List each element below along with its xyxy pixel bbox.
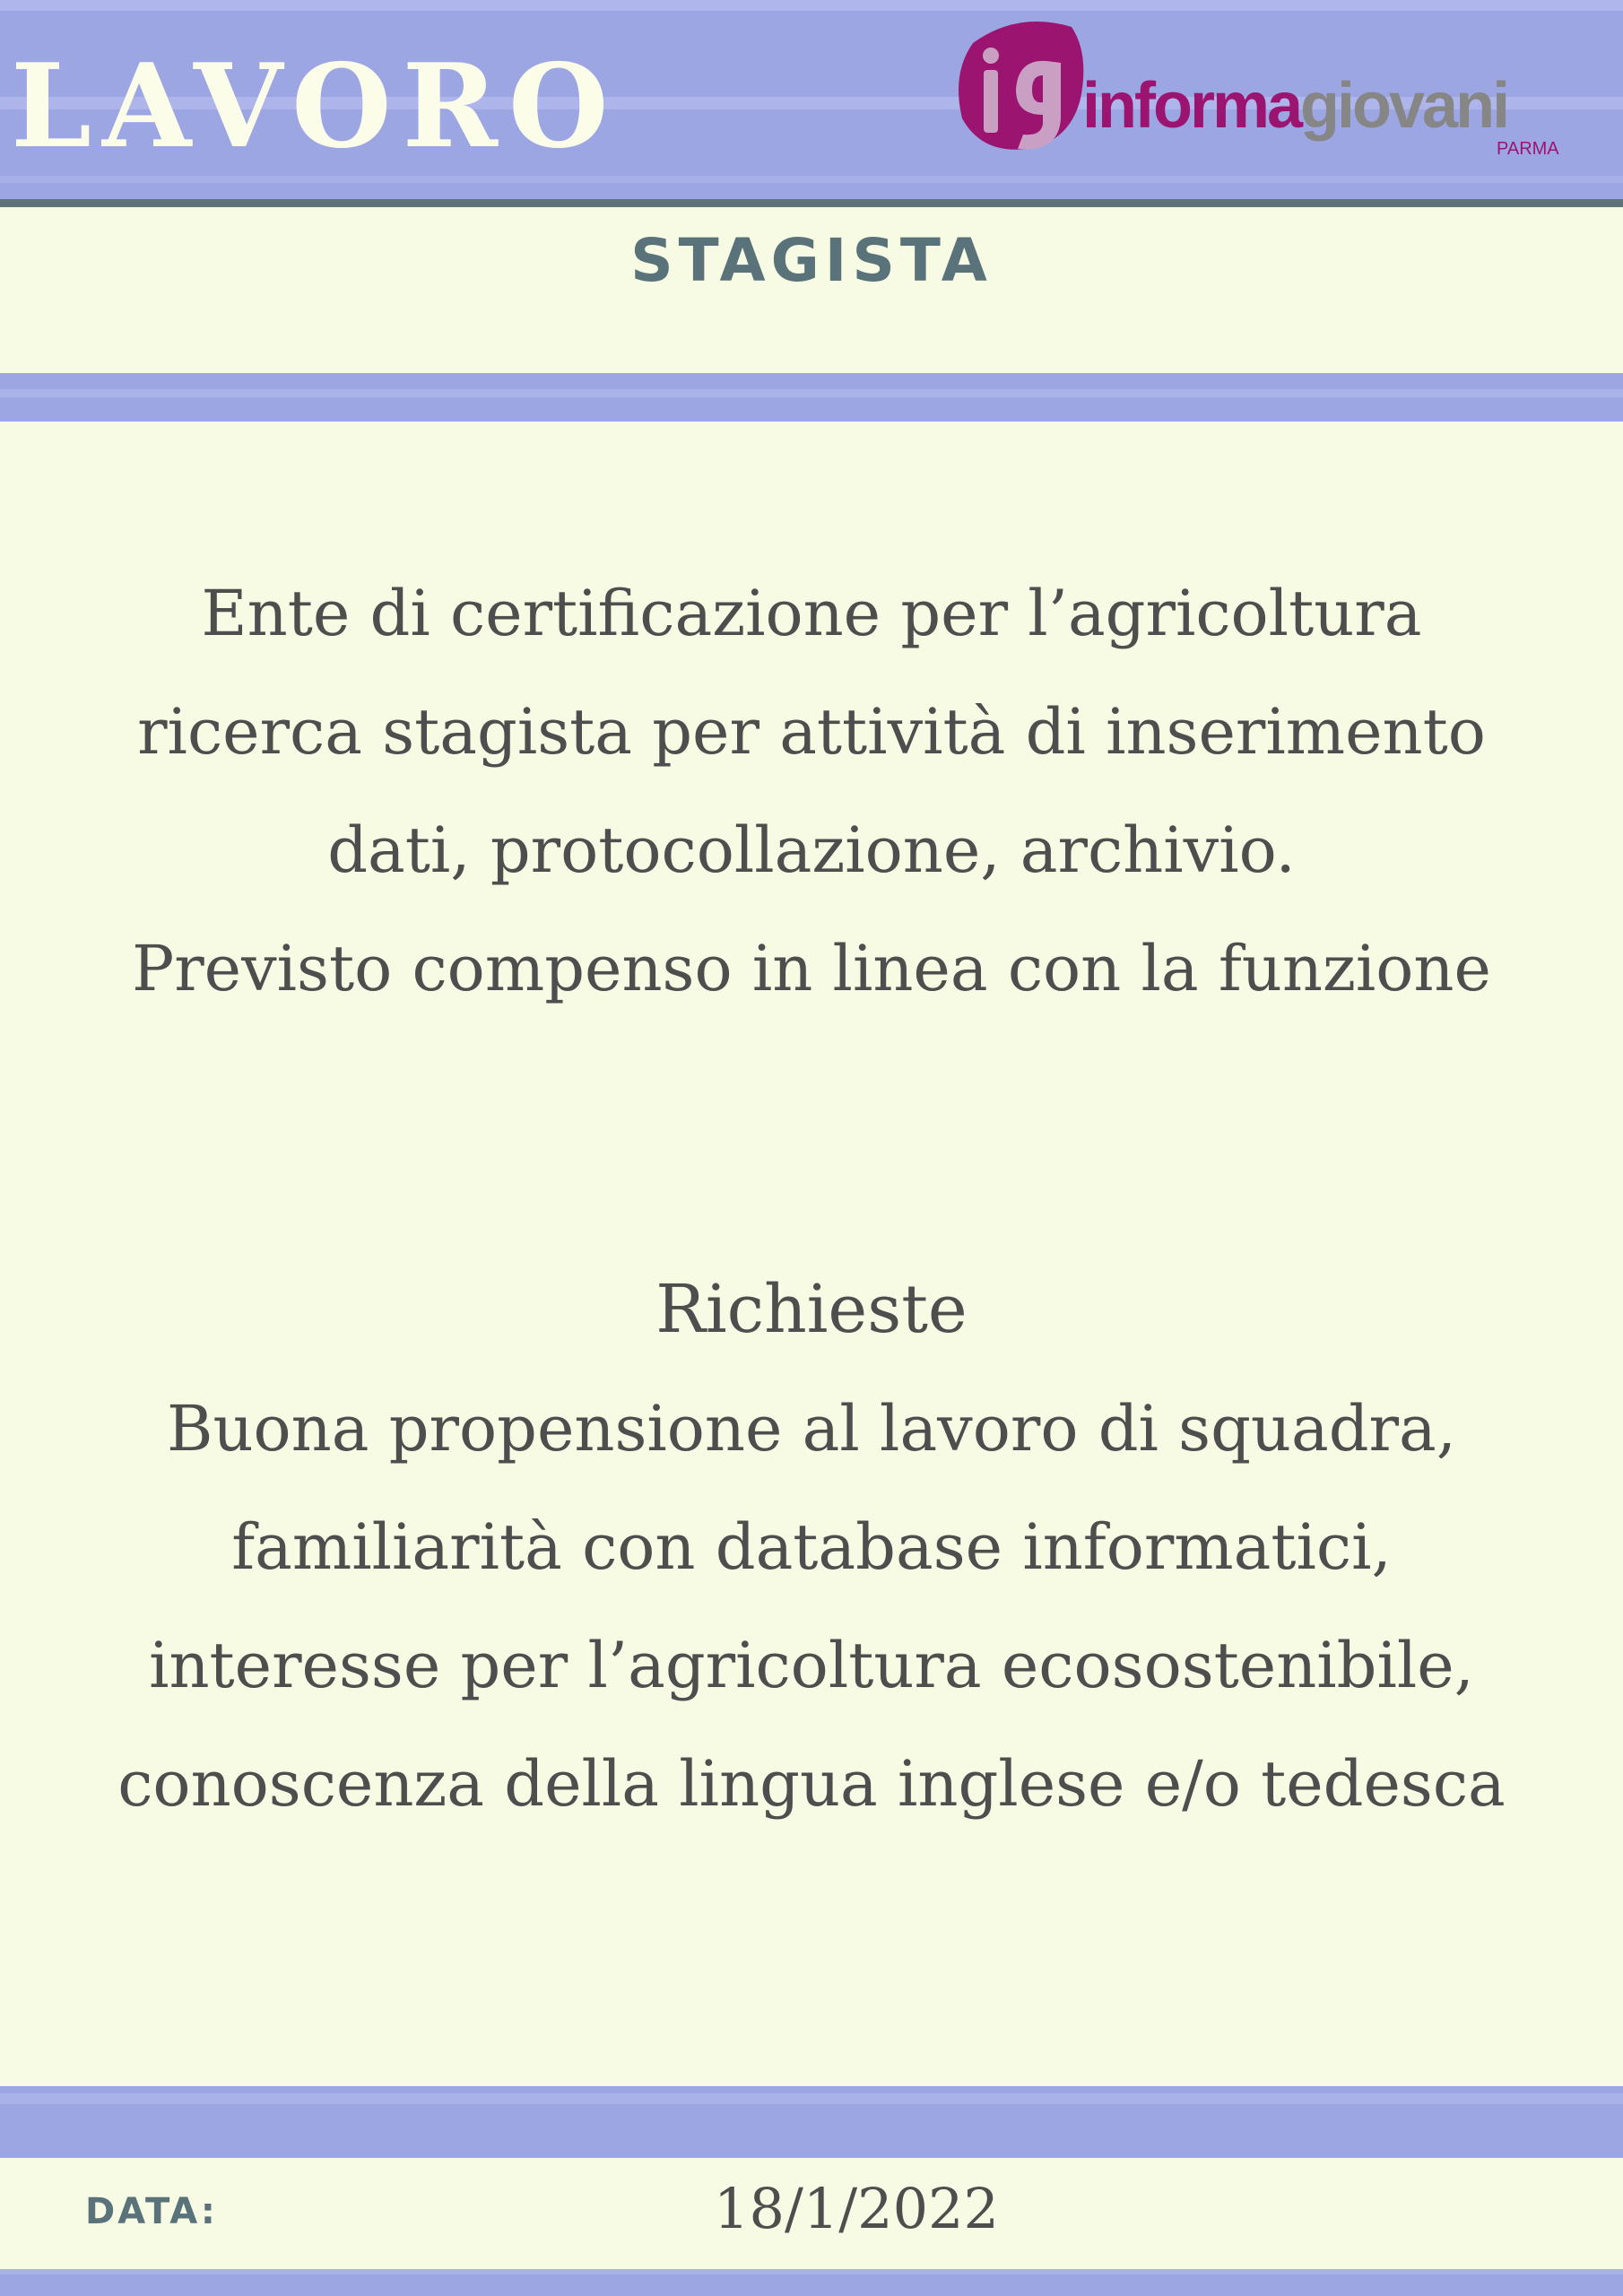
job-title: STAGISTA (630, 226, 993, 295)
date-label: DATA: (85, 2191, 218, 2232)
logo-city: PARMA (1497, 139, 1559, 159)
informagiovani-logo (955, 18, 1565, 161)
logo-wordmark: informagiovani (1082, 70, 1508, 142)
job-description: Ente di certificazione per l’agricoltura ricerca stagista per attività di inserimento dati, protocollazione, archivio. Previsto compenso in linea con la funzione (132, 577, 1491, 1005)
bottom-band (0, 2269, 1623, 2296)
date-value: 18/1/2022 (714, 2176, 999, 2241)
ig-badge-icon (955, 18, 1088, 152)
requirements-heading: Richieste (655, 1271, 968, 1348)
title-divider-band (0, 373, 1623, 422)
section-label: LAVORO (11, 39, 620, 174)
header-divider (0, 199, 1623, 207)
footer-band (0, 2086, 1623, 2158)
header-banner (0, 0, 1623, 199)
requirements-text: Buona propensione al lavoro di squadra, familiarità con database informatici, interesse per l’agricoltura ecosostenibile, conoscenza della lingua inglese e/o tedesca (117, 1392, 1506, 1821)
